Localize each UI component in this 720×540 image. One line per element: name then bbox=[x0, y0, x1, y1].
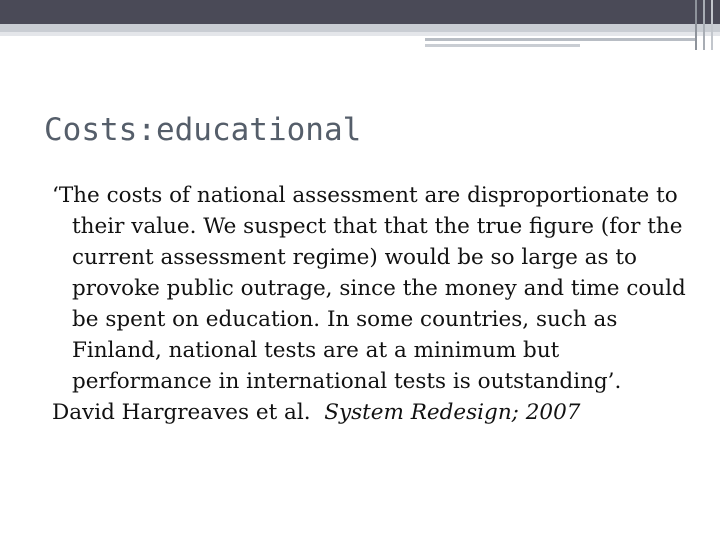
corner-rule bbox=[703, 0, 705, 50]
attribution bbox=[52, 397, 692, 428]
attribution-citation: System Redesign; 2007 bbox=[324, 400, 581, 425]
corner-rule bbox=[695, 0, 697, 50]
header-accent-line bbox=[425, 38, 695, 41]
slide-title: Costs:educational bbox=[44, 112, 362, 148]
attribution-author: David Hargreaves et al. bbox=[52, 400, 311, 425]
corner-rule bbox=[711, 0, 713, 50]
header-stripe bbox=[0, 24, 720, 32]
header-accent-line-short bbox=[425, 44, 580, 47]
slide-body bbox=[52, 180, 692, 428]
header-band bbox=[0, 0, 720, 24]
header-stripe-thin bbox=[0, 32, 720, 36]
quote-text: ‘The costs of national assessment are disproportionate to their value. We suspect that that the true figure (for the current assessment regime) would be so large as to provoke public outrage, since the money and time could be spent on education. In some countries, such as Finland, national tests are at a minimum but performance in international tests is outstanding’. bbox=[52, 183, 686, 394]
